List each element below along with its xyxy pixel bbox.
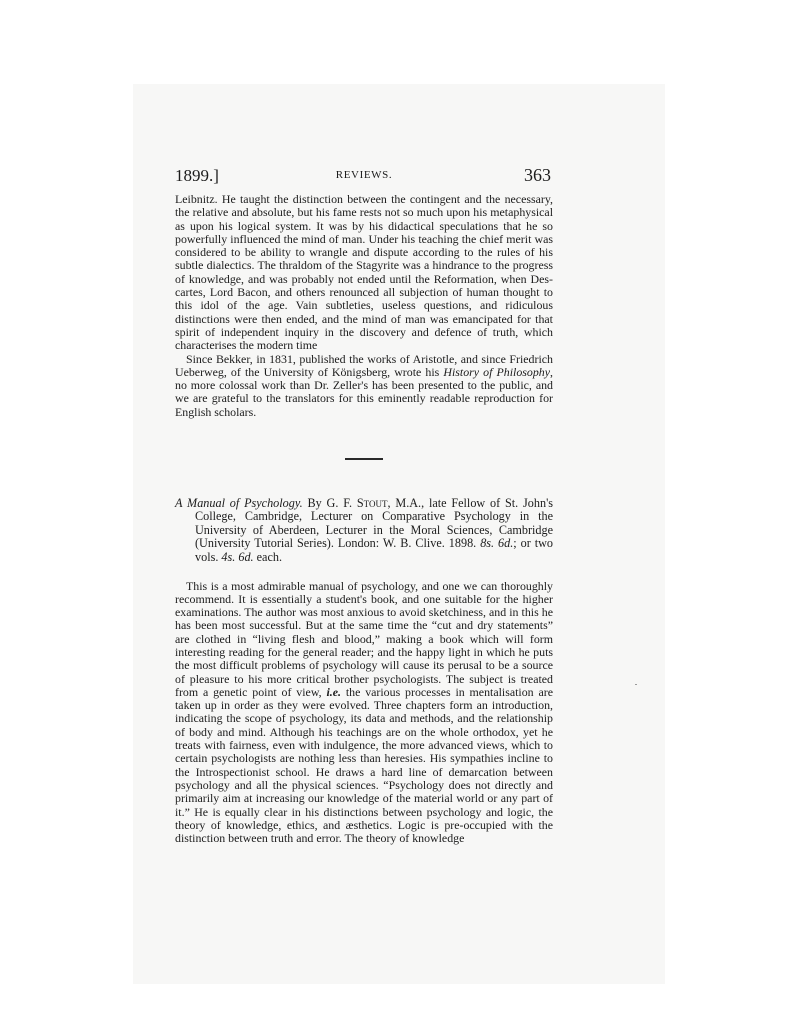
history-of-philosophy-title: History of Philosophy <box>443 364 551 379</box>
review-body <box>175 580 553 846</box>
paragraph-leibnitz: Leibnitz. He taught the distinction between the contingent and the necessary, the relative and absolute, but his fame rests not so much upon his metaphysical as upon his logical system. It was by his didactical speculations that he so powerfully influenced the mind of man. Under his teaching the chief merit was considered to be ability to wrangle and dispute according to the rules of his subtle dialectics. The thraldom of the Stagyrite was a hindrance to the progress of knowledge, and was probably not ended until the Reformation, when Descartes, Lord Bacon, and others renounced all subjection of human thought to this idol of the age. Vain subtleties, useless questions, and ridiculous distinctions were then ended, and the mind of man was emancipated for that spirit of independent inquiry in the discovery and defence of truth, which characterises the modern time <box>175 192 553 353</box>
review-bibliographic-entry <box>175 497 553 565</box>
review-price-full: 8s. 6d. <box>480 536 514 551</box>
document-page <box>175 163 553 845</box>
review-by: By <box>307 495 322 510</box>
header-year: 1899.] <box>175 166 219 185</box>
paragraph-bekker <box>175 353 553 419</box>
review-author: G. F. Stout <box>326 495 388 510</box>
review-price-volume: 4s. 6d. <box>221 549 254 564</box>
running-header <box>175 163 553 189</box>
review-price-each: each. <box>256 549 283 564</box>
scan-speck <box>635 684 637 685</box>
review-body-text-2: the various processes in mentalisation are taken up in order as they were evolved. Three chapters form an introduction, indicating the scope of psychology, its data and methods, and the relationship of body and mind. Although his teachings are on the whole orthodox, yet he treats with fairness, even with indulgence, the more advanced views, which to certain psychologists are nothing less than heresies. His sympathies incline to the Introspectionist school. He draws a hard line of demarcation between psychology and all the physical sciences. “Psychology does not directly and primarily aim at increasing our knowledge of the material world or any part of it.” He is equally clear in his distinctions between psychology and logic, the theory of knowledge, ethics, and æsthetics. Logic is pre-occupied with the distinction between truth and error. The theory of knowledge <box>175 684 553 846</box>
review-price-separator: ; or two vols. <box>195 536 553 564</box>
paragraph-bekker-text-2: , no more colossal work than Dr. Zeller's has been presented to the public, and we are grateful to the translators for this eminently readable reproduction for English scholars. <box>175 364 553 419</box>
page-number: 363 <box>524 165 551 185</box>
review-body-text-1: This is a most admirable manual of psychology, and one we can thoroughly recommend. It is essentially a student's book, and one suitable for the higher examinations. The author was most anxious to avoid sketchiness, and in this he has been most successful. But at the same time the “cut and dry statements” are clothed in “living flesh and blood,” making a book which will form interesting reading for the general reader; and the happy light in which he puts the most difficult problems of psychology will cause its perusal to be a source of pleasure to his more critical brother psychologists. The subject is treated from a genetic point of view, <box>175 578 553 699</box>
review-book-title: A Manual of Psychology. <box>175 495 303 510</box>
header-title: REVIEWS. <box>335 169 393 181</box>
review-body-ie: i.e. <box>326 684 341 699</box>
section-divider <box>345 458 383 460</box>
review-author-details: , M.A., late Fellow of St. John's College, Cambridge, Lecturer on Comparative Psychology in the University of Aberdeen, Lecturer in the Moral Sciences, Cambridge (University Tutorial Series). London: W. B. Clive. 1898. <box>195 495 554 551</box>
paragraph-bekker-text-1: Since Bekker, in 1831, published the works of Aristotle, and since Friedrich Ueberweg, of the University of Königsberg, wrote his <box>175 351 553 379</box>
